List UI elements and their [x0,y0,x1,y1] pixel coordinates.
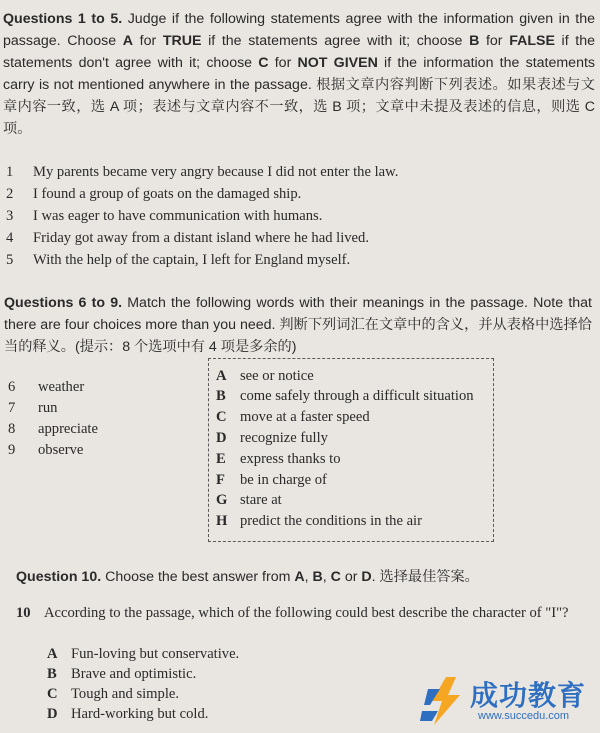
option-item: H predict the conditions in the air [216,513,422,529]
statement-item: 4 Friday got away from a distant island where he had lived. [6,230,369,246]
option-item: A see or notice [216,368,314,384]
brand-url: www.succedu.com [478,710,570,722]
option-item: G stare at [216,492,282,508]
statement-item: 2 I found a group of goats on the damaged ship. [6,186,302,202]
option-item: F be in charge of [216,472,327,488]
word-item: 6 weather [8,379,85,395]
option-item: B come safely through a difficult situation [216,388,474,404]
answer-choice: D Hard-working but cold. [47,706,209,722]
word-item: 9 observe [8,442,84,458]
option-item: E express thanks to [216,451,341,467]
statement-item: 1 My parents became very angry because I did not enter the law. [6,164,399,180]
question-10 [16,603,584,623]
option-item: D recognize fully [216,430,328,446]
brand-name: 成功教育 [470,680,587,711]
section1-instructions: Questions 1 to 5. Judge if the following statements agree with the information given in the passage. Choose A for TRUE if the statements agree with it; choose B for FALSE if the statements don't agree with it; choose C for NOT GIVEN if the information the statements carry is not mentioned anywhere in the passage. 根据文章内容判断下列表述。如果表述与文章内容一致，选 A 项；表述与文章内容不一致，选 B 项；文章中未提及表述的信息，则选 C 项。 [3,11,596,137]
question-text: According to the passage, which of the following could best describe the character of "I"? [44,605,569,621]
section3-instructions: Question 10. Choose the best answer from A, B, C or D. 选择最佳答案。 [16,569,479,585]
option-item: C move at a faster speed [216,409,370,425]
section3-heading: Question 10. [16,569,102,585]
section2-heading: Questions 6 to 9. [4,295,123,311]
question-number: 10 [16,605,31,621]
succedu-logo-icon [420,675,466,727]
statement-item: 3 I was eager to have communication with humans. [6,208,323,224]
succedu-watermark [420,672,598,730]
answer-choice: A Fun-loving but conservative. [47,646,240,662]
section1-heading: Questions 1 to 5. [3,11,123,27]
answer-choice: B Brave and optimistic. [47,666,197,682]
answer-choice: C Tough and simple. [47,686,180,702]
statement-item: 5 With the help of the captain, I left for England myself. [6,252,351,268]
word-item: 7 run [8,400,58,416]
word-item: 8 appreciate [8,421,98,437]
section2-instructions: Questions 6 to 9. Match the following words with their meanings in the passage. Note that there are four choices more than you need. 判断下列词汇在文章中的含义，并从表格中选择恰当的释义。(提示：8 个选项中有 4 项是多余的) [4,295,592,355]
